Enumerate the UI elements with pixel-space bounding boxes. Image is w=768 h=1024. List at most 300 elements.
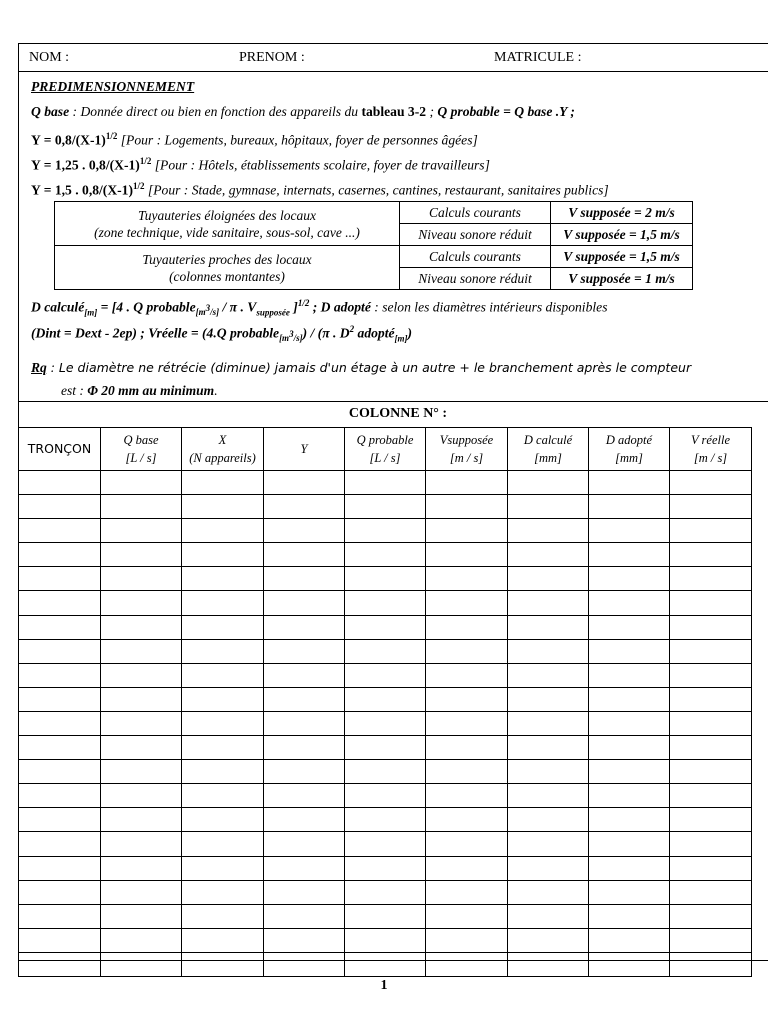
column-header-label: Q probable <box>356 433 414 447</box>
table-cell[interactable] <box>589 543 670 567</box>
table-cell[interactable] <box>670 639 752 663</box>
table-cell[interactable] <box>589 832 670 856</box>
table-cell[interactable] <box>426 784 508 808</box>
velocity-value: V supposée = 1 m/s <box>551 268 693 290</box>
niveau-sonore-cell: Niveau sonore réduit <box>400 268 551 290</box>
table-cell[interactable] <box>508 856 589 880</box>
table-cell[interactable] <box>101 928 182 952</box>
table-cell[interactable] <box>426 471 508 495</box>
table-cell[interactable] <box>508 880 589 904</box>
table-cell[interactable] <box>426 952 508 976</box>
y2-exponent: 1/2 <box>139 156 152 166</box>
table-cell[interactable] <box>101 711 182 735</box>
table-cell[interactable] <box>182 543 264 567</box>
remark-text: : Le diamètre ne rétrécie (diminue) jamais d'un étage à un autre + le branchement après le compteur <box>46 360 692 375</box>
table-cell[interactable] <box>670 856 752 880</box>
table-cell[interactable] <box>264 591 345 615</box>
table-cell[interactable] <box>264 471 345 495</box>
table-cell[interactable] <box>670 952 752 976</box>
table-cell[interactable] <box>182 591 264 615</box>
table-cell[interactable] <box>101 760 182 784</box>
far-pipes-label: Tuyauteries éloignées des locaux <box>137 207 317 223</box>
table-cell[interactable] <box>101 519 182 543</box>
table-cell[interactable] <box>345 784 426 808</box>
table-cell[interactable] <box>19 591 101 615</box>
y1-formula: Y = 0,8/(X-1) <box>31 132 106 148</box>
qprobable-label: Q probable = Q base <box>437 104 553 119</box>
table-cell[interactable] <box>426 880 508 904</box>
table-cell[interactable] <box>345 711 426 735</box>
table-cell[interactable] <box>426 832 508 856</box>
table-cell[interactable] <box>508 471 589 495</box>
table-cell[interactable] <box>264 711 345 735</box>
column-header-label: X <box>218 433 227 447</box>
table-cell[interactable] <box>264 615 345 639</box>
column-header-unit: (N appareils) <box>189 451 256 465</box>
velocity-row-far <box>55 202 400 246</box>
table-cell[interactable] <box>670 808 752 832</box>
table-cell[interactable] <box>19 567 101 591</box>
table-row <box>19 519 752 543</box>
table-cell[interactable] <box>264 663 345 687</box>
table-cell[interactable] <box>345 808 426 832</box>
formula-part: / π . V <box>219 299 257 315</box>
table-cell[interactable] <box>670 615 752 639</box>
prenom-field-label: PRENOM : <box>239 50 305 65</box>
y2-text: [Pour : Hôtels, établissements scolaire, foyer de travailleurs] <box>151 157 490 173</box>
table-cell[interactable] <box>182 856 264 880</box>
table-cell[interactable] <box>264 495 345 519</box>
table-cell[interactable] <box>264 519 345 543</box>
table-cell[interactable] <box>182 711 264 735</box>
table-cell[interactable] <box>426 543 508 567</box>
table-cell[interactable] <box>345 856 426 880</box>
table-cell[interactable] <box>426 567 508 591</box>
table-cell[interactable] <box>426 495 508 519</box>
table-cell[interactable] <box>345 615 426 639</box>
table-cell[interactable] <box>182 928 264 952</box>
formula-exponent: 1/2 <box>297 298 310 308</box>
y1-exponent: 1/2 <box>105 131 118 141</box>
table-cell[interactable] <box>101 663 182 687</box>
column-header-label: D calculé <box>523 433 573 447</box>
y3-exponent: 1/2 <box>133 181 145 191</box>
velocity-value: V supposée = 1,5 m/s <box>551 246 693 268</box>
y3-text: [Pour : Stade, gymnase, internats, casernes, cantines, restaurant, sanitaires publics] <box>144 182 609 198</box>
table-cell[interactable] <box>426 736 508 760</box>
table-row <box>19 760 752 784</box>
table-row <box>19 856 752 880</box>
predimensionnement-section <box>31 74 766 199</box>
y3-formula: Y = 1,5 . 0,8/(X-1) <box>31 182 134 198</box>
formula-part: ) <box>407 325 413 341</box>
table-cell[interactable] <box>426 687 508 711</box>
table-cell[interactable] <box>182 952 264 976</box>
formula-exponent: 2 <box>349 324 355 334</box>
table-cell[interactable] <box>345 928 426 952</box>
table-cell[interactable] <box>345 471 426 495</box>
table-row <box>19 471 752 495</box>
table-cell[interactable] <box>426 639 508 663</box>
table-cell[interactable] <box>670 711 752 735</box>
table-cell[interactable] <box>345 543 426 567</box>
table-cell[interactable] <box>19 808 101 832</box>
table-cell[interactable] <box>19 663 101 687</box>
table-cell[interactable] <box>19 880 101 904</box>
qbase-line <box>31 99 766 124</box>
table-cell[interactable] <box>345 591 426 615</box>
far-pipes-detail: (zone technique, vide sanitaire, sous-sol, cave ...) <box>94 224 360 240</box>
table-cell[interactable] <box>345 687 426 711</box>
table-cell[interactable] <box>670 784 752 808</box>
dcalc-label: D calculé <box>31 299 85 315</box>
form-sheet <box>18 43 768 961</box>
remark-block <box>31 356 766 402</box>
table-cell[interactable] <box>345 519 426 543</box>
table-cell[interactable] <box>19 495 101 519</box>
table-cell[interactable] <box>426 904 508 928</box>
table-row <box>19 495 752 519</box>
table-row <box>19 928 752 952</box>
table-row <box>19 567 752 591</box>
table-cell[interactable] <box>589 736 670 760</box>
table-cell[interactable] <box>426 760 508 784</box>
table-cell[interactable] <box>19 711 101 735</box>
column-header <box>508 428 589 471</box>
unit-sub: [m <box>279 333 290 344</box>
formula-part: (Dint = Dext - 2ep) ; Vréelle = (4.Q probable <box>31 325 280 341</box>
table-cell[interactable] <box>508 784 589 808</box>
table-cell[interactable] <box>19 856 101 880</box>
table-cell[interactable] <box>589 928 670 952</box>
formula-part: = [4 . Q probable <box>97 299 196 315</box>
table-cell[interactable] <box>508 832 589 856</box>
table-cell[interactable] <box>345 495 426 519</box>
remark-period: . <box>214 383 218 398</box>
unit-sub: [m] <box>394 333 408 344</box>
table-cell[interactable] <box>101 856 182 880</box>
table-cell[interactable] <box>589 471 670 495</box>
table-header-row <box>19 428 752 471</box>
table-cell[interactable] <box>101 832 182 856</box>
table-cell[interactable] <box>264 687 345 711</box>
table-cell[interactable] <box>101 639 182 663</box>
table-cell[interactable] <box>589 856 670 880</box>
velocity-value: V supposée = 1,5 m/s <box>551 224 693 246</box>
table-cell[interactable] <box>19 784 101 808</box>
column-header <box>19 428 101 471</box>
table-cell[interactable] <box>182 687 264 711</box>
table-cell[interactable] <box>670 880 752 904</box>
table-cell[interactable] <box>19 519 101 543</box>
table-cell[interactable] <box>182 567 264 591</box>
unit-sub: /s] <box>293 333 303 344</box>
table-cell[interactable] <box>589 952 670 976</box>
identity-header <box>19 44 768 72</box>
section-divider <box>19 401 768 402</box>
calc-courants-cell: Calculs courants <box>400 246 551 268</box>
table-cell[interactable] <box>589 687 670 711</box>
table-cell[interactable] <box>182 519 264 543</box>
table-cell[interactable] <box>101 471 182 495</box>
table-cell[interactable] <box>508 808 589 832</box>
column-header <box>345 428 426 471</box>
column-header-label: Q base <box>123 433 159 447</box>
table-cell[interactable] <box>670 736 752 760</box>
near-pipes-detail: (colonnes montantes) <box>169 268 285 284</box>
table-cell[interactable] <box>101 880 182 904</box>
velocity-value: V supposée = 2 m/s <box>551 202 693 224</box>
table-cell[interactable] <box>264 639 345 663</box>
table-cell[interactable] <box>670 567 752 591</box>
table-cell[interactable] <box>19 952 101 976</box>
table-cell[interactable] <box>508 519 589 543</box>
table-cell[interactable] <box>589 519 670 543</box>
column-header-unit: [m / s] <box>449 451 484 465</box>
table-cell[interactable] <box>508 760 589 784</box>
table-cell[interactable] <box>589 495 670 519</box>
table-cell[interactable] <box>101 904 182 928</box>
table-cell[interactable] <box>19 543 101 567</box>
table-cell[interactable] <box>101 952 182 976</box>
table-cell[interactable] <box>508 711 589 735</box>
column-header <box>589 428 670 471</box>
table-cell[interactable] <box>182 471 264 495</box>
table-cell[interactable] <box>182 615 264 639</box>
table-cell[interactable] <box>345 880 426 904</box>
table-cell[interactable] <box>101 687 182 711</box>
remark-line2: est : <box>61 383 88 398</box>
table-cell[interactable] <box>182 639 264 663</box>
table-cell[interactable] <box>426 808 508 832</box>
formula-part: adopté <box>354 325 395 341</box>
table-row <box>19 663 752 687</box>
table-cell[interactable] <box>19 687 101 711</box>
table-cell[interactable] <box>670 760 752 784</box>
table-cell[interactable] <box>101 495 182 519</box>
table-cell[interactable] <box>19 928 101 952</box>
table-cell[interactable] <box>101 736 182 760</box>
column-header <box>182 428 264 471</box>
table-cell[interactable] <box>589 808 670 832</box>
table-cell[interactable] <box>589 639 670 663</box>
table-cell[interactable] <box>589 591 670 615</box>
table-cell[interactable] <box>345 639 426 663</box>
table-cell[interactable] <box>589 711 670 735</box>
table-cell[interactable] <box>264 952 345 976</box>
qbase-sep: ; <box>426 104 438 119</box>
table-cell[interactable] <box>589 784 670 808</box>
table-cell[interactable] <box>426 615 508 639</box>
table-cell[interactable] <box>182 904 264 928</box>
table-cell[interactable] <box>182 832 264 856</box>
table-cell[interactable] <box>19 736 101 760</box>
table-cell[interactable] <box>101 543 182 567</box>
table-cell[interactable] <box>101 784 182 808</box>
column-header-label: D adopté <box>605 433 653 447</box>
table-cell[interactable] <box>182 784 264 808</box>
table-cell[interactable] <box>426 591 508 615</box>
table-cell[interactable] <box>345 904 426 928</box>
table-cell[interactable] <box>589 615 670 639</box>
table-cell[interactable] <box>182 760 264 784</box>
table-cell[interactable] <box>264 856 345 880</box>
table-cell[interactable] <box>345 952 426 976</box>
table-cell[interactable] <box>264 904 345 928</box>
column-header-unit: [m / s] <box>693 451 728 465</box>
column-header-label: V réelle <box>691 433 730 447</box>
table-cell[interactable] <box>508 663 589 687</box>
table-cell[interactable] <box>670 471 752 495</box>
unit-sub: [m] <box>84 307 98 318</box>
table-cell[interactable] <box>264 760 345 784</box>
unit-exp: 3 <box>205 303 211 314</box>
table-cell[interactable] <box>19 639 101 663</box>
table-cell[interactable] <box>345 663 426 687</box>
velocity-row-near <box>55 246 400 290</box>
table-cell[interactable] <box>426 519 508 543</box>
dadopte-text: : selon les diamètres intérieurs disponibles <box>370 299 608 315</box>
table-cell[interactable] <box>345 760 426 784</box>
table-cell[interactable] <box>345 832 426 856</box>
dadopte-label: ; D adopté <box>309 299 371 315</box>
table-row <box>19 808 752 832</box>
table-row <box>19 736 752 760</box>
table-cell[interactable] <box>101 808 182 832</box>
y2-formula: Y = 1,25 . 0,8/(X-1) <box>31 157 140 173</box>
table-cell[interactable] <box>670 519 752 543</box>
matricule-field-label: MATRICULE : <box>494 50 582 65</box>
unit-exp: 3 <box>289 329 294 340</box>
table-cell[interactable] <box>426 663 508 687</box>
niveau-sonore-cell: Niveau sonore réduit <box>400 224 551 246</box>
y2-line <box>31 149 766 174</box>
column-header-unit: [mm] <box>534 451 562 465</box>
section-title: PREDIMENSIONNEMENT <box>31 79 195 94</box>
qbase-table-ref: tableau 3-2 <box>361 104 427 119</box>
table-cell[interactable] <box>19 471 101 495</box>
formula-part: ] <box>289 299 298 315</box>
column-header <box>670 428 752 471</box>
column-header <box>426 428 508 471</box>
formula-part: ) / (π . D <box>302 325 350 341</box>
table-cell[interactable] <box>182 808 264 832</box>
table-cell[interactable] <box>508 615 589 639</box>
table-cell[interactable] <box>264 567 345 591</box>
table-row <box>19 687 752 711</box>
table-cell[interactable] <box>670 663 752 687</box>
table-cell[interactable] <box>589 663 670 687</box>
table-row <box>19 711 752 735</box>
dcalc-formula-line <box>31 298 766 324</box>
column-header-label: Vsupposée <box>439 433 494 447</box>
table-cell[interactable] <box>182 880 264 904</box>
qbase-text: : Donnée direct ou bien en fonction des appareils du <box>69 104 362 119</box>
table-row <box>19 784 752 808</box>
table-cell[interactable] <box>19 615 101 639</box>
table-cell[interactable] <box>589 760 670 784</box>
table-cell[interactable] <box>19 760 101 784</box>
table-cell[interactable] <box>670 832 752 856</box>
table-cell[interactable] <box>182 736 264 760</box>
column-header <box>264 428 345 471</box>
table-cell[interactable] <box>670 904 752 928</box>
column-header-unit: [L / s] <box>369 451 401 465</box>
table-cell[interactable] <box>345 736 426 760</box>
table-cell[interactable] <box>508 567 589 591</box>
y1-text: [Pour : Logements, bureaux, hôpitaux, foyer de personnes âgées] <box>117 132 478 148</box>
velocity-table <box>54 201 693 290</box>
table-cell[interactable] <box>19 832 101 856</box>
table-cell[interactable] <box>508 543 589 567</box>
table-row <box>19 952 752 976</box>
table-cell[interactable] <box>589 567 670 591</box>
table-cell[interactable] <box>101 567 182 591</box>
table-cell[interactable] <box>508 495 589 519</box>
min-diameter: Φ 20 mm au minimum <box>87 383 215 398</box>
table-cell[interactable] <box>101 615 182 639</box>
table-cell[interactable] <box>264 543 345 567</box>
table-cell[interactable] <box>508 687 589 711</box>
table-cell[interactable] <box>670 495 752 519</box>
table-row <box>19 639 752 663</box>
table-cell[interactable] <box>508 952 589 976</box>
table-cell[interactable] <box>264 928 345 952</box>
table-cell[interactable] <box>19 904 101 928</box>
table-cell[interactable] <box>426 928 508 952</box>
column-header-unit: [mm] <box>615 451 643 465</box>
table-cell[interactable] <box>264 808 345 832</box>
table-cell[interactable] <box>508 591 589 615</box>
table-cell[interactable] <box>426 711 508 735</box>
table-cell[interactable] <box>264 736 345 760</box>
vreelle-formula-line <box>31 324 766 350</box>
table-row <box>19 832 752 856</box>
table-cell[interactable] <box>264 784 345 808</box>
table-cell[interactable] <box>589 880 670 904</box>
table-cell[interactable] <box>508 928 589 952</box>
table-cell[interactable] <box>101 591 182 615</box>
table-cell[interactable] <box>670 543 752 567</box>
colonne-title: COLONNE N° : <box>348 406 448 421</box>
table-cell[interactable] <box>182 495 264 519</box>
table-cell[interactable] <box>670 928 752 952</box>
table-row <box>19 543 752 567</box>
table-cell[interactable] <box>264 880 345 904</box>
table-cell[interactable] <box>345 567 426 591</box>
table-cell[interactable] <box>426 856 508 880</box>
qbase-label: Q base <box>31 104 70 119</box>
table-cell[interactable] <box>508 639 589 663</box>
table-cell[interactable] <box>508 736 589 760</box>
table-cell[interactable] <box>589 904 670 928</box>
table-cell[interactable] <box>670 687 752 711</box>
y3-line <box>31 174 766 199</box>
table-row <box>19 615 752 639</box>
table-row <box>19 904 752 928</box>
table-row <box>19 591 752 615</box>
diameter-formulas <box>31 298 766 350</box>
table-cell[interactable] <box>670 591 752 615</box>
y1-line <box>31 124 766 149</box>
table-cell[interactable] <box>508 904 589 928</box>
table-cell[interactable] <box>182 663 264 687</box>
table-cell[interactable] <box>264 832 345 856</box>
unit-sub: supposée <box>256 307 290 318</box>
near-pipes-label: Tuyauteries proches des locaux <box>142 251 312 267</box>
table-row <box>19 880 752 904</box>
qprobable-suffix: .Y ; <box>552 104 575 119</box>
